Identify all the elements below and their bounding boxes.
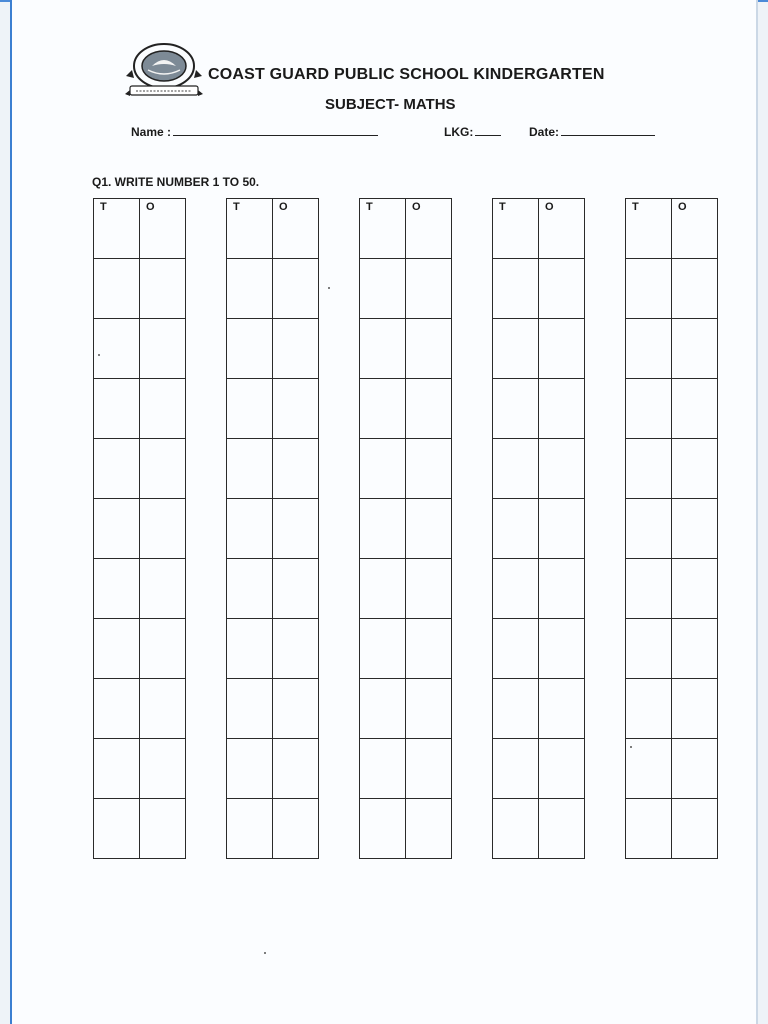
scan-speck — [264, 952, 266, 954]
table-cell[interactable] — [227, 439, 273, 499]
table-row — [227, 799, 319, 859]
table-row — [360, 679, 452, 739]
table-cell[interactable] — [672, 679, 718, 739]
to-table-1 — [93, 198, 186, 859]
table-cell[interactable] — [406, 499, 452, 559]
table-row — [626, 439, 718, 499]
table-cell[interactable] — [493, 199, 539, 259]
table-cell[interactable] — [539, 259, 585, 319]
table-row — [94, 739, 186, 799]
table-row — [493, 439, 585, 499]
table-row — [493, 679, 585, 739]
class-label: LKG: — [444, 125, 474, 139]
table-cell[interactable] — [140, 499, 186, 559]
date-label: Date: — [529, 125, 560, 139]
tens-header: T — [499, 201, 506, 213]
table-cell[interactable] — [493, 619, 539, 679]
table-cell[interactable] — [626, 319, 672, 379]
name-field[interactable] — [131, 125, 378, 139]
table-cell[interactable] — [94, 559, 140, 619]
scan-speck — [630, 746, 632, 748]
table-row — [94, 679, 186, 739]
table-cell[interactable] — [672, 499, 718, 559]
school-name-title: COAST GUARD PUBLIC SCHOOL KINDERGARTEN — [208, 66, 605, 83]
table-cell[interactable] — [626, 499, 672, 559]
table-cell[interactable] — [406, 559, 452, 619]
table-row — [227, 199, 319, 259]
table-row — [94, 439, 186, 499]
table-cell[interactable] — [140, 619, 186, 679]
table-cell[interactable] — [539, 679, 585, 739]
table-cell[interactable] — [539, 739, 585, 799]
scan-speck — [98, 354, 100, 356]
to-table-body — [94, 199, 186, 859]
table-row — [626, 199, 718, 259]
table-cell[interactable] — [539, 319, 585, 379]
table-cell[interactable] — [360, 559, 406, 619]
table-row — [626, 679, 718, 739]
table-cell[interactable] — [539, 559, 585, 619]
table-cell[interactable] — [140, 679, 186, 739]
table-cell[interactable] — [273, 559, 319, 619]
table-cell[interactable] — [360, 499, 406, 559]
table-row — [94, 559, 186, 619]
table-cell[interactable] — [406, 619, 452, 679]
subject-heading: SUBJECT- MATHS — [325, 96, 456, 113]
table-cell[interactable] — [94, 679, 140, 739]
tens-header: T — [233, 201, 240, 213]
table-cell[interactable] — [94, 619, 140, 679]
to-table-body — [626, 199, 718, 859]
table-cell[interactable] — [539, 499, 585, 559]
table-cell[interactable] — [360, 619, 406, 679]
school-logo-emblem — [124, 40, 204, 102]
table-cell[interactable] — [94, 799, 140, 859]
ones-header: O — [146, 201, 155, 213]
table-cell[interactable] — [94, 319, 140, 379]
to-table-body — [360, 199, 452, 859]
table-cell[interactable] — [406, 379, 452, 439]
table-cell[interactable] — [273, 679, 319, 739]
table-cell[interactable] — [493, 739, 539, 799]
table-row — [360, 739, 452, 799]
table-cell[interactable] — [273, 319, 319, 379]
table-row — [94, 199, 186, 259]
ones-header: O — [412, 201, 421, 213]
table-cell[interactable] — [626, 679, 672, 739]
table-row — [360, 559, 452, 619]
table-cell[interactable] — [493, 319, 539, 379]
table-row — [94, 259, 186, 319]
table-row — [227, 439, 319, 499]
table-row — [360, 799, 452, 859]
table-cell[interactable] — [493, 259, 539, 319]
table-row — [360, 199, 452, 259]
table-row — [360, 379, 452, 439]
table-cell[interactable] — [626, 619, 672, 679]
table-cell[interactable] — [227, 499, 273, 559]
table-cell[interactable] — [94, 259, 140, 319]
table-cell[interactable] — [406, 739, 452, 799]
class-blank-line[interactable] — [475, 125, 501, 136]
table-row — [493, 379, 585, 439]
table-row — [94, 379, 186, 439]
ones-header: O — [279, 201, 288, 213]
table-cell[interactable] — [360, 259, 406, 319]
table-cell[interactable] — [227, 799, 273, 859]
table-cell[interactable] — [493, 499, 539, 559]
table-cell[interactable] — [672, 619, 718, 679]
table-cell[interactable] — [360, 679, 406, 739]
table-cell[interactable] — [626, 199, 672, 259]
class-field[interactable] — [444, 125, 501, 139]
tens-header: T — [100, 201, 107, 213]
table-cell[interactable] — [493, 679, 539, 739]
table-row — [626, 559, 718, 619]
table-row — [493, 559, 585, 619]
table-cell[interactable] — [626, 259, 672, 319]
to-table-body — [493, 199, 585, 859]
table-cell[interactable] — [140, 739, 186, 799]
table-row — [493, 499, 585, 559]
table-row — [94, 499, 186, 559]
table-row — [94, 319, 186, 379]
table-cell[interactable] — [360, 199, 406, 259]
table-cell[interactable] — [360, 439, 406, 499]
table-cell[interactable] — [227, 619, 273, 679]
to-table-body — [227, 199, 319, 859]
table-cell[interactable] — [626, 379, 672, 439]
table-cell[interactable] — [273, 499, 319, 559]
table-cell[interactable] — [672, 559, 718, 619]
table-cell[interactable] — [539, 619, 585, 679]
table-cell[interactable] — [406, 319, 452, 379]
table-cell[interactable] — [493, 559, 539, 619]
name-label: Name : — [131, 125, 172, 139]
table-cell[interactable] — [273, 799, 319, 859]
table-cell[interactable] — [94, 379, 140, 439]
table-cell[interactable] — [273, 259, 319, 319]
table-row — [626, 619, 718, 679]
table-cell[interactable] — [140, 379, 186, 439]
table-row — [360, 259, 452, 319]
table-cell[interactable] — [672, 439, 718, 499]
table-cell[interactable] — [672, 739, 718, 799]
table-row — [227, 559, 319, 619]
table-cell[interactable] — [94, 199, 140, 259]
table-cell[interactable] — [273, 739, 319, 799]
table-cell[interactable] — [406, 679, 452, 739]
to-table-4 — [492, 198, 585, 859]
table-row — [626, 799, 718, 859]
table-row — [227, 259, 319, 319]
table-row — [227, 379, 319, 439]
table-cell[interactable] — [406, 259, 452, 319]
table-cell[interactable] — [227, 199, 273, 259]
table-cell[interactable] — [360, 739, 406, 799]
table-row — [360, 439, 452, 499]
table-cell[interactable] — [273, 379, 319, 439]
table-row — [493, 259, 585, 319]
table-row — [626, 319, 718, 379]
table-cell[interactable] — [493, 799, 539, 859]
to-table-3 — [359, 198, 452, 859]
tens-header: T — [632, 201, 639, 213]
to-table-5 — [625, 198, 718, 859]
table-cell[interactable] — [360, 319, 406, 379]
table-cell[interactable] — [227, 379, 273, 439]
table-cell[interactable] — [626, 739, 672, 799]
table-row — [360, 499, 452, 559]
table-cell[interactable] — [539, 799, 585, 859]
table-cell[interactable] — [227, 559, 273, 619]
date-blank-line[interactable] — [561, 125, 655, 136]
table-cell[interactable] — [273, 199, 319, 259]
table-cell[interactable] — [140, 439, 186, 499]
table-cell[interactable] — [227, 319, 273, 379]
question-text: Q1. WRITE NUMBER 1 TO 50. — [92, 175, 260, 189]
table-cell[interactable] — [672, 319, 718, 379]
table-cell[interactable] — [94, 739, 140, 799]
table-cell[interactable] — [273, 619, 319, 679]
table-cell[interactable] — [539, 439, 585, 499]
table-row — [493, 319, 585, 379]
table-cell[interactable] — [406, 199, 452, 259]
table-cell[interactable] — [140, 199, 186, 259]
table-cell[interactable] — [672, 379, 718, 439]
scan-speck — [328, 287, 330, 289]
table-cell[interactable] — [227, 739, 273, 799]
table-row — [626, 259, 718, 319]
table-cell[interactable] — [140, 319, 186, 379]
table-cell[interactable] — [493, 439, 539, 499]
table-row — [626, 499, 718, 559]
table-cell[interactable] — [493, 379, 539, 439]
table-cell[interactable] — [94, 439, 140, 499]
table-cell[interactable] — [406, 439, 452, 499]
table-cell[interactable] — [140, 559, 186, 619]
table-cell[interactable] — [539, 199, 585, 259]
table-cell[interactable] — [140, 799, 186, 859]
table-row — [227, 499, 319, 559]
ones-header: O — [678, 201, 687, 213]
table-cell[interactable] — [140, 259, 186, 319]
table-row — [493, 619, 585, 679]
ones-header: O — [545, 201, 554, 213]
table-cell[interactable] — [360, 799, 406, 859]
table-cell[interactable] — [626, 799, 672, 859]
table-row — [94, 619, 186, 679]
date-field[interactable] — [529, 125, 655, 139]
table-cell[interactable] — [406, 799, 452, 859]
to-table-2 — [226, 198, 319, 859]
table-row — [493, 199, 585, 259]
table-row — [227, 679, 319, 739]
table-cell[interactable] — [94, 499, 140, 559]
table-row — [493, 799, 585, 859]
table-cell[interactable] — [626, 559, 672, 619]
table-row — [626, 739, 718, 799]
table-cell[interactable] — [360, 379, 406, 439]
table-row — [227, 739, 319, 799]
table-cell[interactable] — [273, 439, 319, 499]
table-cell[interactable] — [539, 379, 585, 439]
table-cell[interactable] — [672, 799, 718, 859]
table-row — [360, 619, 452, 679]
table-row — [227, 619, 319, 679]
name-blank-line[interactable] — [173, 125, 378, 136]
table-row — [626, 379, 718, 439]
tens-header: T — [366, 201, 373, 213]
table-cell[interactable] — [672, 259, 718, 319]
table-row — [360, 319, 452, 379]
table-cell[interactable] — [227, 259, 273, 319]
table-cell[interactable] — [227, 679, 273, 739]
table-cell[interactable] — [672, 199, 718, 259]
table-row — [94, 799, 186, 859]
table-row — [493, 739, 585, 799]
table-row — [227, 319, 319, 379]
table-cell[interactable] — [626, 439, 672, 499]
